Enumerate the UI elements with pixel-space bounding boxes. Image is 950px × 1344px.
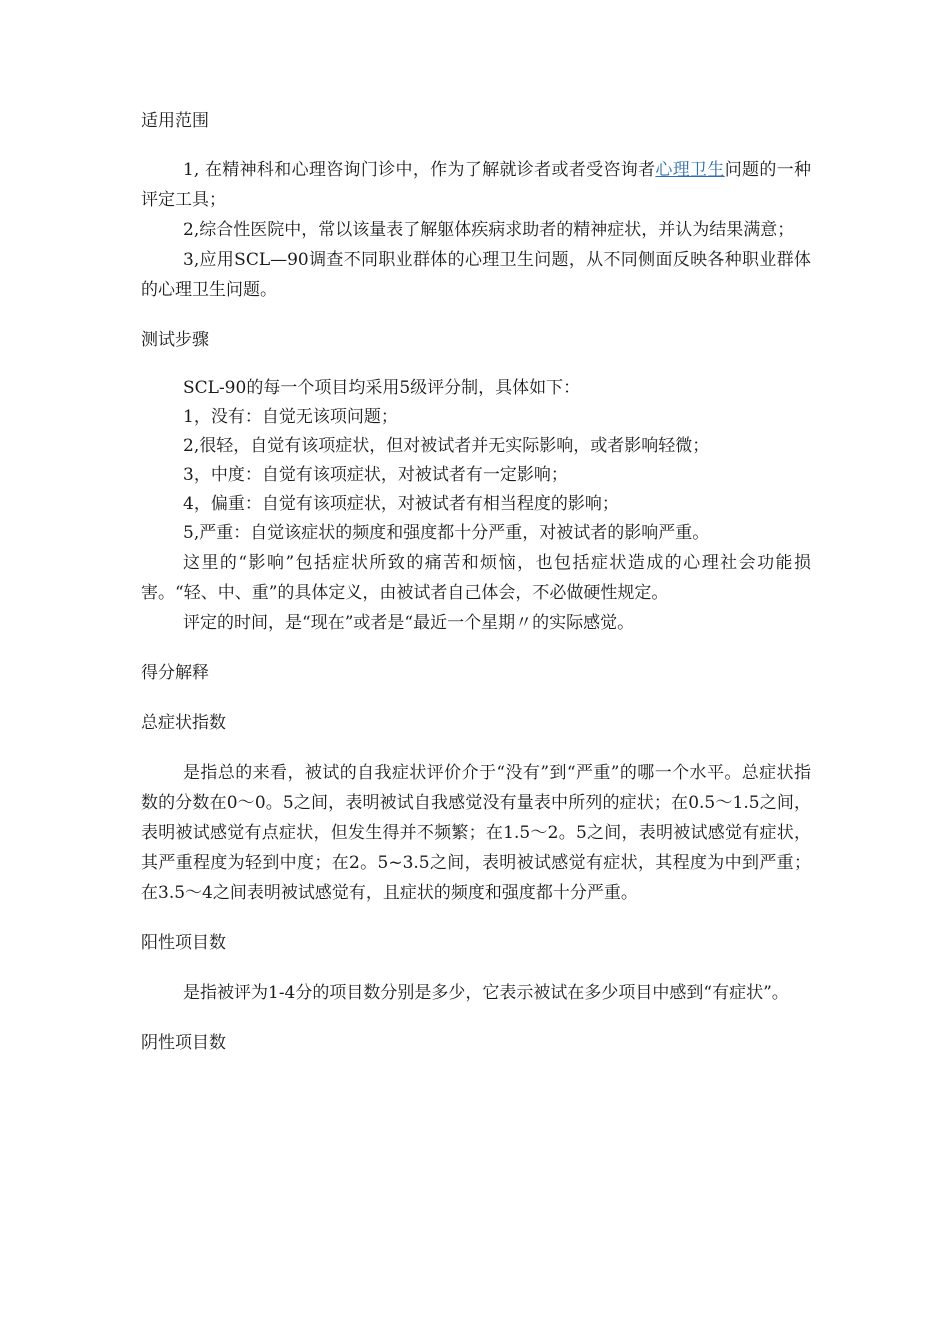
level-item-2: 2,很轻，自觉有该项症状，但对被试者并无实际影响，或者影响轻微； xyxy=(183,436,710,456)
scope-item-2: 2,综合性医院中，常以该量表了解躯体疾病求助者的精神症状，并认为结果满意； xyxy=(183,220,795,240)
scope-item-3: 3,应用SCL—90调查不同职业群体的心理卫生问题，从不同侧面反映各种职业群体的心理卫生问题。 xyxy=(141,250,811,300)
level-item-5: 5,严重：自觉该症状的频度和强度都十分严重，对被试者的影响严重。 xyxy=(183,523,710,543)
influence-note: 这里的“影响”包括症状所致的痛苦和烦恼，也包括症状造成的心理社会功能损害。“轻、中、重”的具体定义，由被试者自己体会，不必做硬性规定。 xyxy=(141,553,811,603)
total-index-body: 是指总的来看，被试的自我症状评价介于“没有”到“严重”的哪一个水平。总症状指数的分数在0〜0。5之间，表明被试自我感觉没有量表中所列的症状；在0.5〜1.5之间，表明被试感觉有点症状，但发生得并不频繁；在1.5〜2。5之间，表明被试感觉有症状，其严重程度为轻到中度；在2。5~3.5之间，表明被试感觉有症状，其程度为中到严重；在3.5〜4之间表明被试感觉有，且症状的频度和强度都十分严重。 xyxy=(141,763,811,903)
scope-item-1: 1, 在精神科和心理咨询门诊中，作为了解就诊者或者受咨询者心理卫生问题的一种评定工具； xyxy=(141,160,812,210)
document-page xyxy=(141,106,811,1058)
steps-intro: SCL-90的每一个项目均采用5级评分制，具体如下： xyxy=(183,378,581,398)
time-note: 评定的时间，是“现在”或者是“最近一个星期〃的实际感觉。 xyxy=(183,613,635,633)
heading-scope: 适用范围 xyxy=(141,111,209,131)
level-item-3: 3，中度：自觉有该项症状，对被试者有一定影响； xyxy=(183,465,568,485)
heading-score-interpretation: 得分解释 xyxy=(141,663,209,683)
positive-items-body: 是指被评为1-4分的项目数分别是多少，它表示被试在多少项目中感到“有症状”。 xyxy=(183,983,789,1003)
heading-negative-items: 阴性项目数 xyxy=(141,1033,226,1053)
link-mental-health[interactable]: 心理卫生 xyxy=(655,160,725,180)
heading-positive-items: 阳性项目数 xyxy=(141,933,226,953)
level-item-4: 4，偏重：自觉有该项症状，对被试者有相当程度的影响； xyxy=(183,494,619,514)
heading-test-steps: 测试步骤 xyxy=(141,330,209,350)
heading-total-symptom-index: 总症状指数 xyxy=(141,713,226,733)
level-item-1: 1，没有：自觉无该项问题； xyxy=(183,407,398,427)
